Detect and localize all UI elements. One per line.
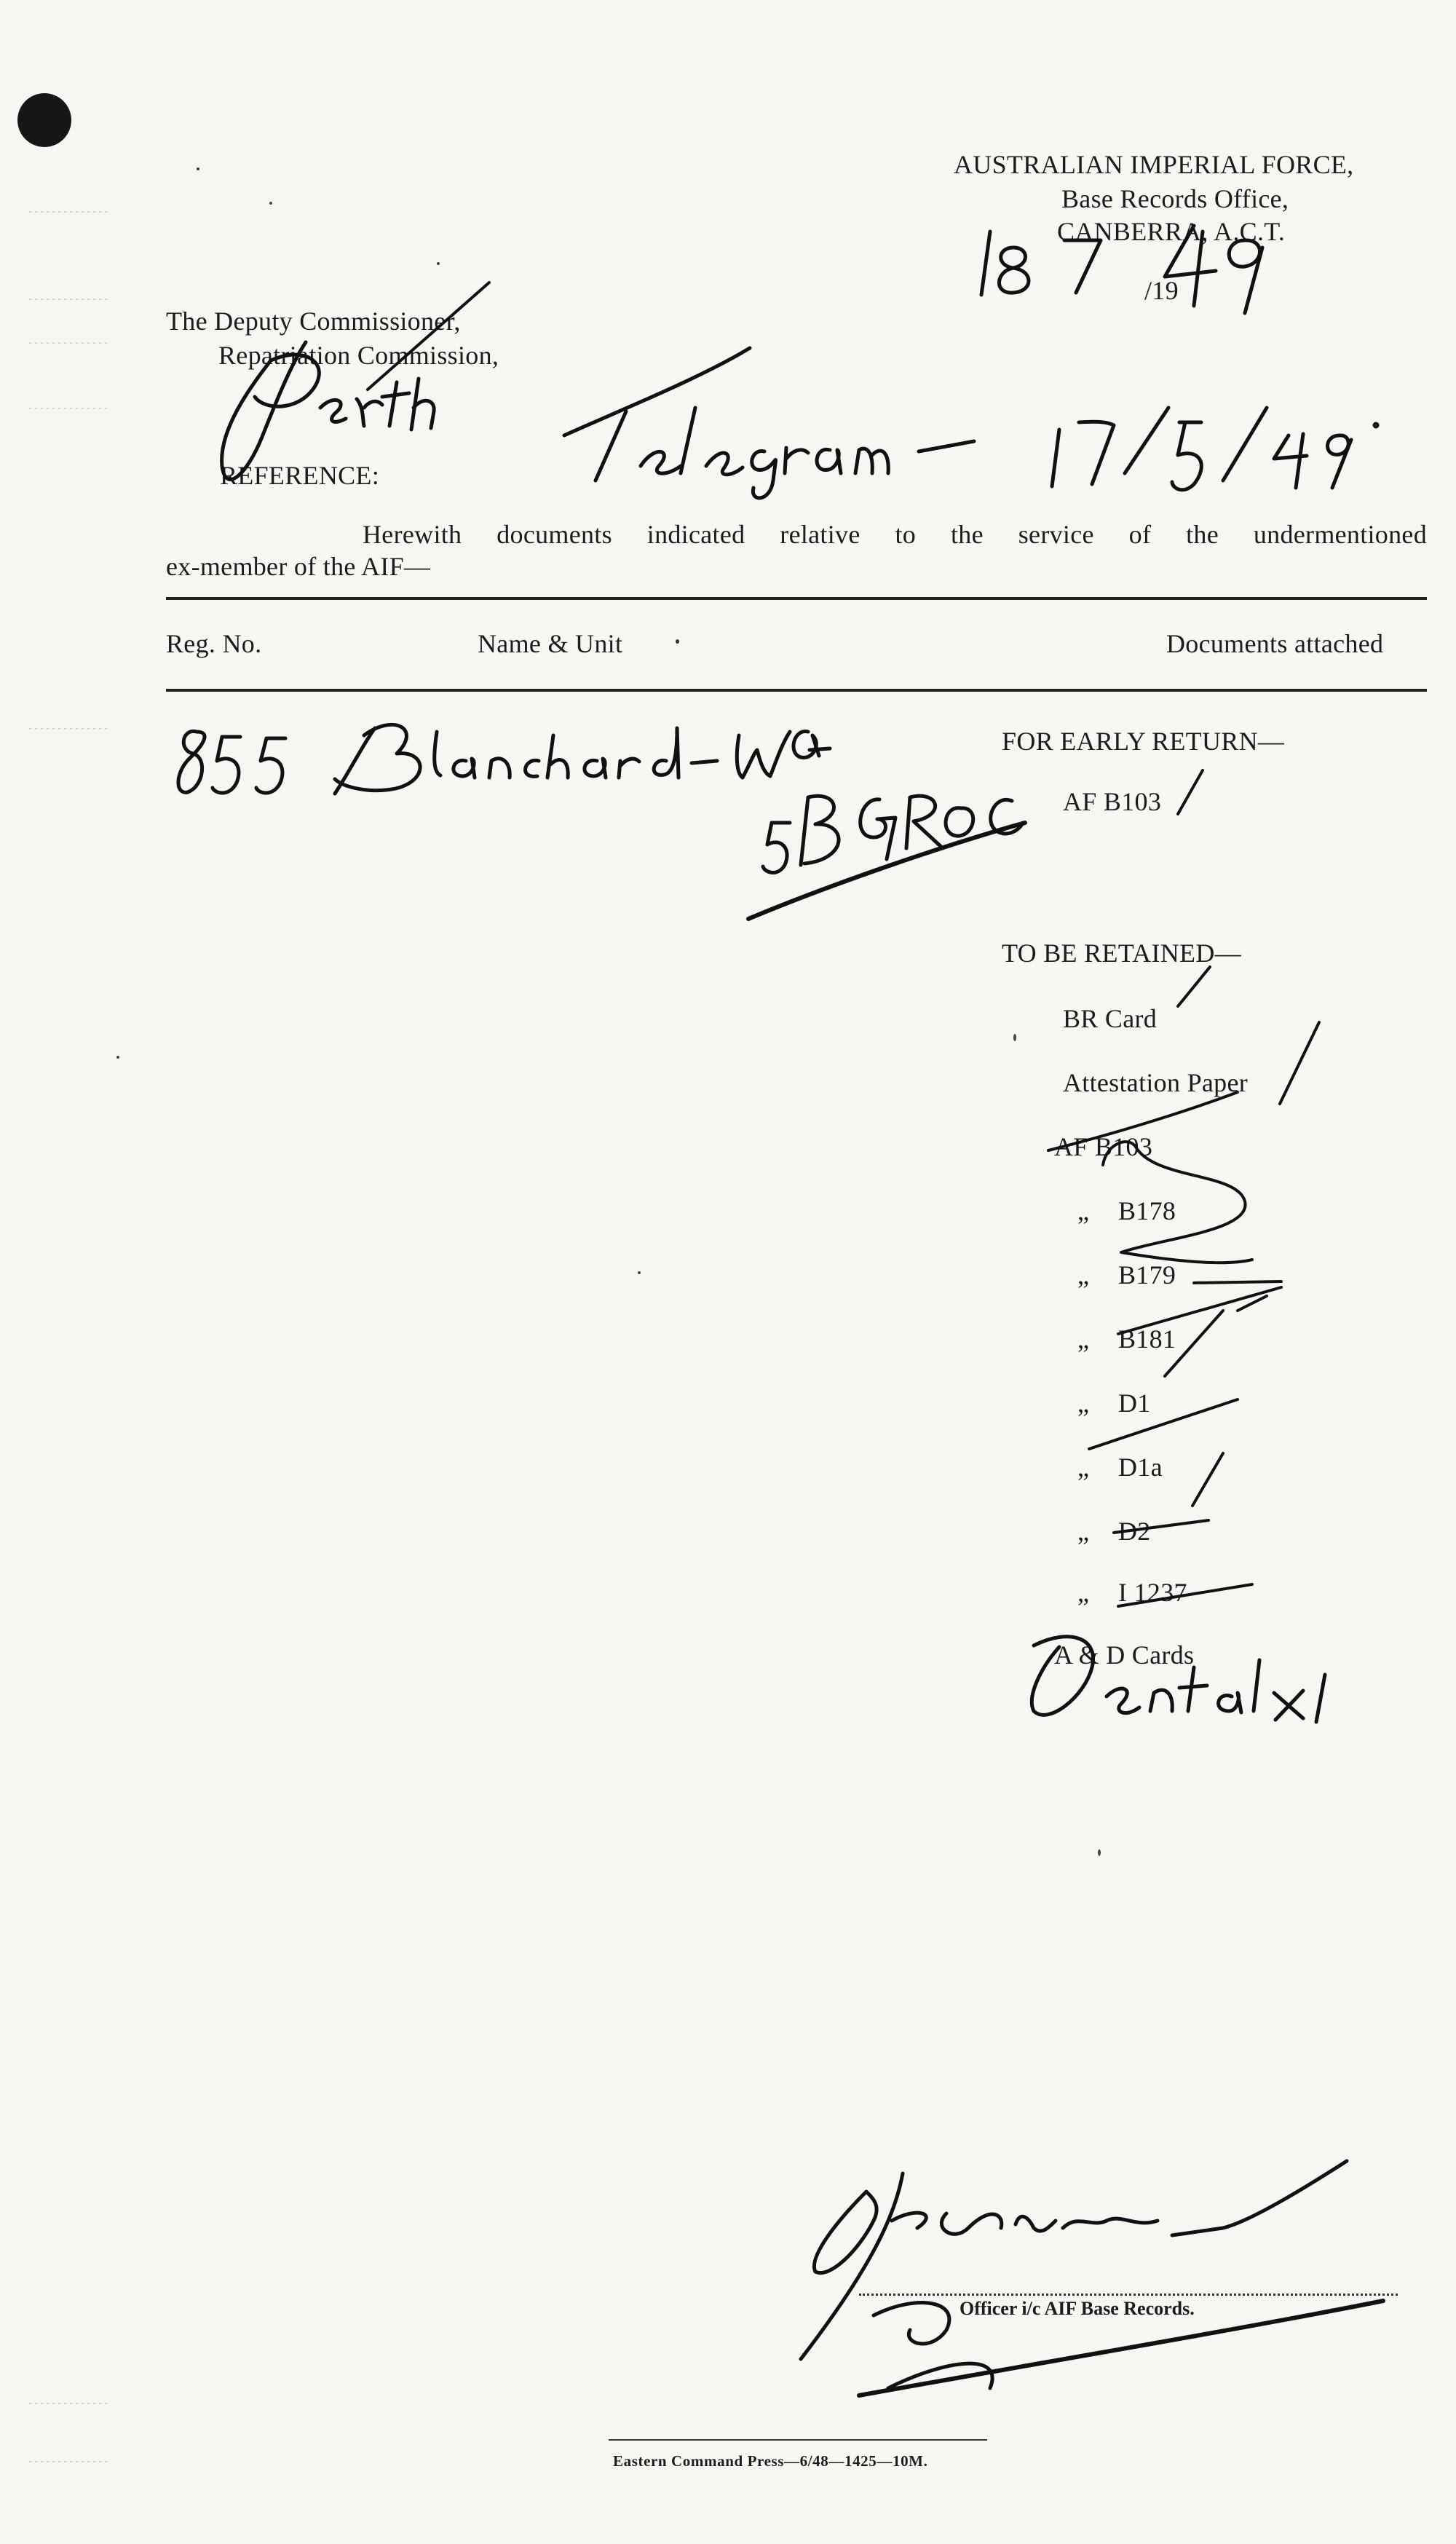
handwritten-reference	[564, 348, 1377, 498]
date-suffix: /19	[1144, 276, 1179, 305]
retained-item: „ D1	[1077, 1388, 1151, 1418]
handwritten-unit	[748, 796, 1025, 919]
handwritten-destination	[222, 342, 435, 480]
office-city: CANBERRA, A.C.T.	[1057, 217, 1286, 246]
handwritten-ticks	[1048, 770, 1319, 1606]
addressee-line-2: Repatriation Commission,	[218, 341, 499, 370]
retained-item: Attestation Paper	[1063, 1068, 1249, 1097]
retained-item: „ I 1237	[1077, 1578, 1187, 1607]
retained-item: A & D Cards	[1054, 1640, 1195, 1670]
retained-item: „ D2	[1077, 1517, 1151, 1546]
addressee-line-1: The Deputy Commissioner,	[166, 307, 461, 336]
early-return-heading: FOR EARLY RETURN—	[1002, 727, 1285, 756]
handwritten-signature	[801, 2161, 1383, 2395]
retained-item: BR Card	[1063, 1004, 1158, 1033]
retained-item: AF B103	[1054, 1132, 1153, 1161]
intro-line-2: ex-member of the AIF—	[166, 552, 431, 581]
handwritten-date	[981, 226, 1262, 313]
handwritten-note	[1032, 1637, 1325, 1722]
retained-item: „ B179	[1077, 1260, 1176, 1289]
retained-heading: TO BE RETAINED—	[1002, 939, 1241, 968]
signature-title: Officer i/c AIF Base Records.	[960, 2298, 1195, 2319]
reference-label: REFERENCE:	[220, 461, 380, 490]
column-reg-no: Reg. No.	[166, 629, 262, 658]
retained-item: „ B178	[1077, 1196, 1176, 1225]
intro-line-1: Herewith documents indicated relative to the service of the undermentioned	[363, 520, 1427, 549]
printer-imprint: Eastern Command Press—6/48—1425—10M.	[613, 2452, 928, 2470]
handwritten-name	[335, 724, 830, 794]
handwritten-reg-no	[178, 731, 285, 793]
handwritten-stroke	[368, 283, 489, 390]
org-name: AUSTRALIAN IMPERIAL FORCE,	[954, 150, 1354, 179]
retained-item: „ B181	[1077, 1324, 1176, 1354]
office-name: Base Records Office,	[1061, 184, 1289, 213]
column-name-unit: Name & Unit	[478, 629, 623, 658]
column-documents: Documents attached	[1166, 629, 1384, 658]
retained-item: „ D1a	[1077, 1453, 1163, 1482]
early-return-item: AF B103	[1063, 787, 1162, 816]
